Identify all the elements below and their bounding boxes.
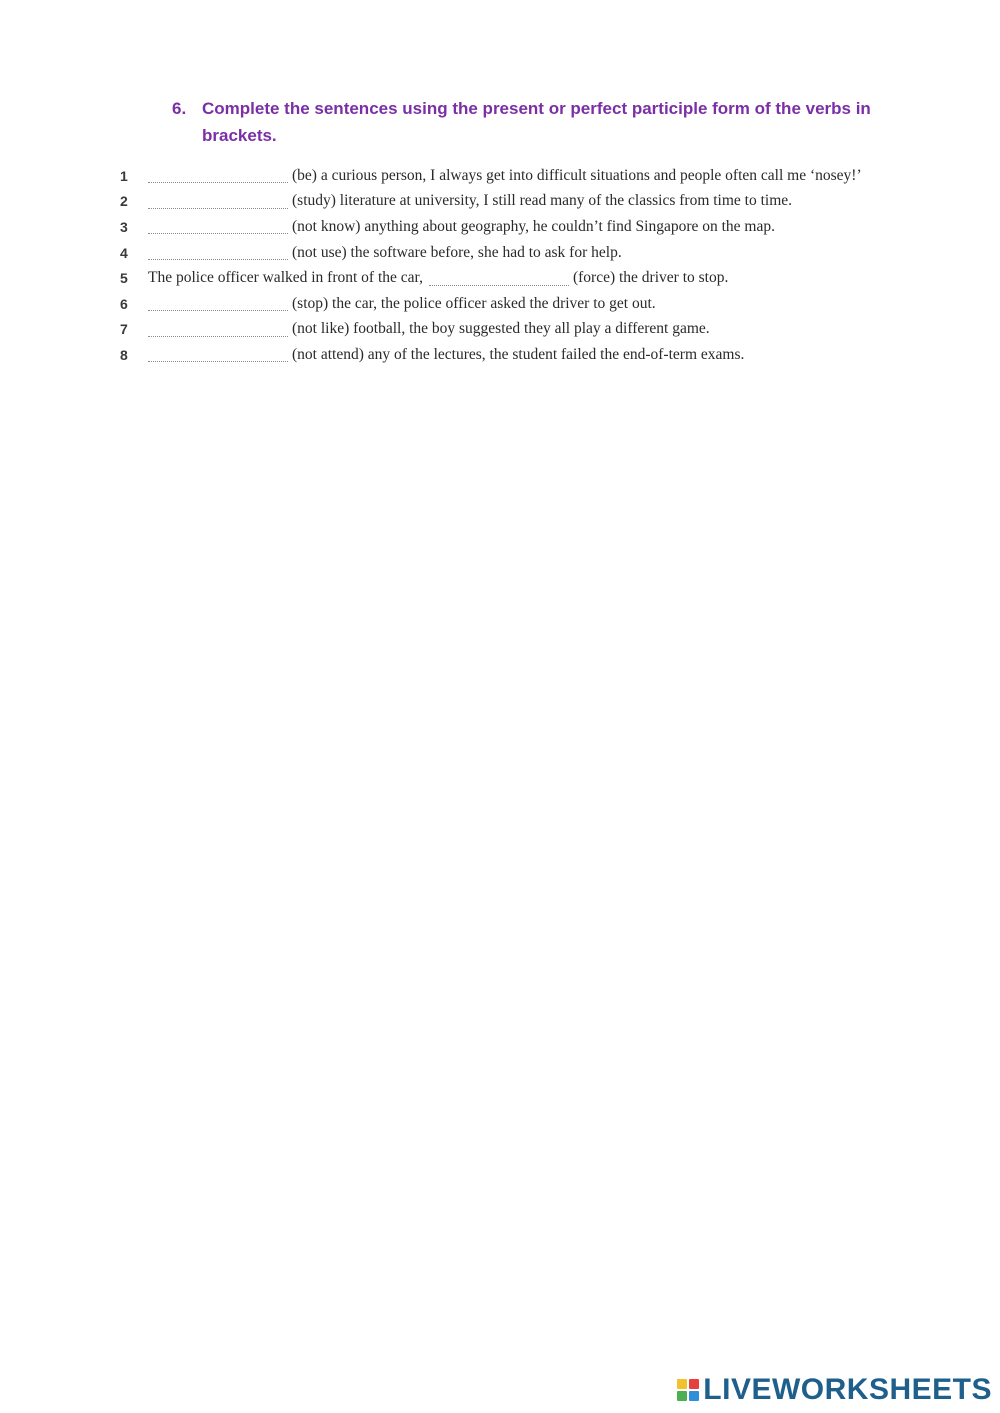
sentence-text-before: The police officer walked in front of the car, [148, 269, 423, 287]
logo-square-icon [677, 1379, 687, 1389]
sentence-text: (study) literature at university, I still read many of the classics from time to time. [292, 192, 793, 210]
sentence-text: (not like) football, the boy suggested they all play a different game. [292, 320, 710, 338]
sentence-text: (not use) the software before, she had to ask for help. [292, 243, 622, 261]
logo-text: LIVEWORKSHEETS [703, 1373, 992, 1406]
answer-blank-8[interactable] [148, 347, 288, 362]
sentence-7 [120, 317, 920, 343]
sentence-text: (force) the driver to stop. [572, 269, 729, 287]
sentence-1 [120, 163, 920, 189]
sentence-number: 5 [120, 270, 128, 287]
answer-blank-6[interactable] [148, 296, 288, 311]
answer-blank-4[interactable] [148, 245, 288, 260]
liveworksheets-logo [677, 1375, 992, 1405]
sentence-2 [120, 189, 920, 215]
sentence-number: 2 [120, 193, 128, 210]
sentence-number: 6 [120, 295, 128, 312]
sentence-text: (stop) the car, the police officer asked the driver to get out. [292, 294, 656, 312]
sentence-text: (not know) anything about geography, he couldn’t find Singapore on the map. [292, 217, 775, 235]
sentence-number: 3 [120, 218, 128, 235]
sentence-text: (be) a curious person, I always get into difficult situations and people often call me ‘nosey!’ [292, 166, 862, 184]
logo-square-icon [689, 1379, 699, 1389]
logo-square-icon [689, 1391, 699, 1401]
sentence-number: 8 [120, 346, 128, 363]
sentence-3 [120, 214, 920, 240]
answer-blank-5[interactable] [429, 271, 569, 286]
answer-blank-7[interactable] [148, 322, 288, 337]
instruction-text: Complete the sentences using the present or perfect participle form of the verbs in brackets. [202, 99, 871, 145]
answer-blank-2[interactable] [148, 194, 288, 209]
sentence-list [120, 163, 920, 368]
sentence-number: 7 [120, 321, 128, 338]
logo-square-icon [677, 1391, 687, 1401]
sentence-5 [120, 265, 920, 291]
answer-blank-3[interactable] [148, 219, 288, 234]
sentence-6 [120, 291, 920, 317]
sentence-number: 4 [120, 244, 128, 261]
logo-mark-icon [677, 1379, 699, 1401]
exercise-instruction [172, 95, 912, 149]
sentence-8 [120, 342, 920, 368]
sentence-4 [120, 240, 920, 266]
sentence-number: 1 [120, 167, 128, 184]
answer-blank-1[interactable] [148, 168, 288, 183]
exercise-number: 6. [172, 99, 187, 118]
sentence-text: (not attend) any of the lectures, the student failed the end-of-term exams. [292, 345, 745, 363]
